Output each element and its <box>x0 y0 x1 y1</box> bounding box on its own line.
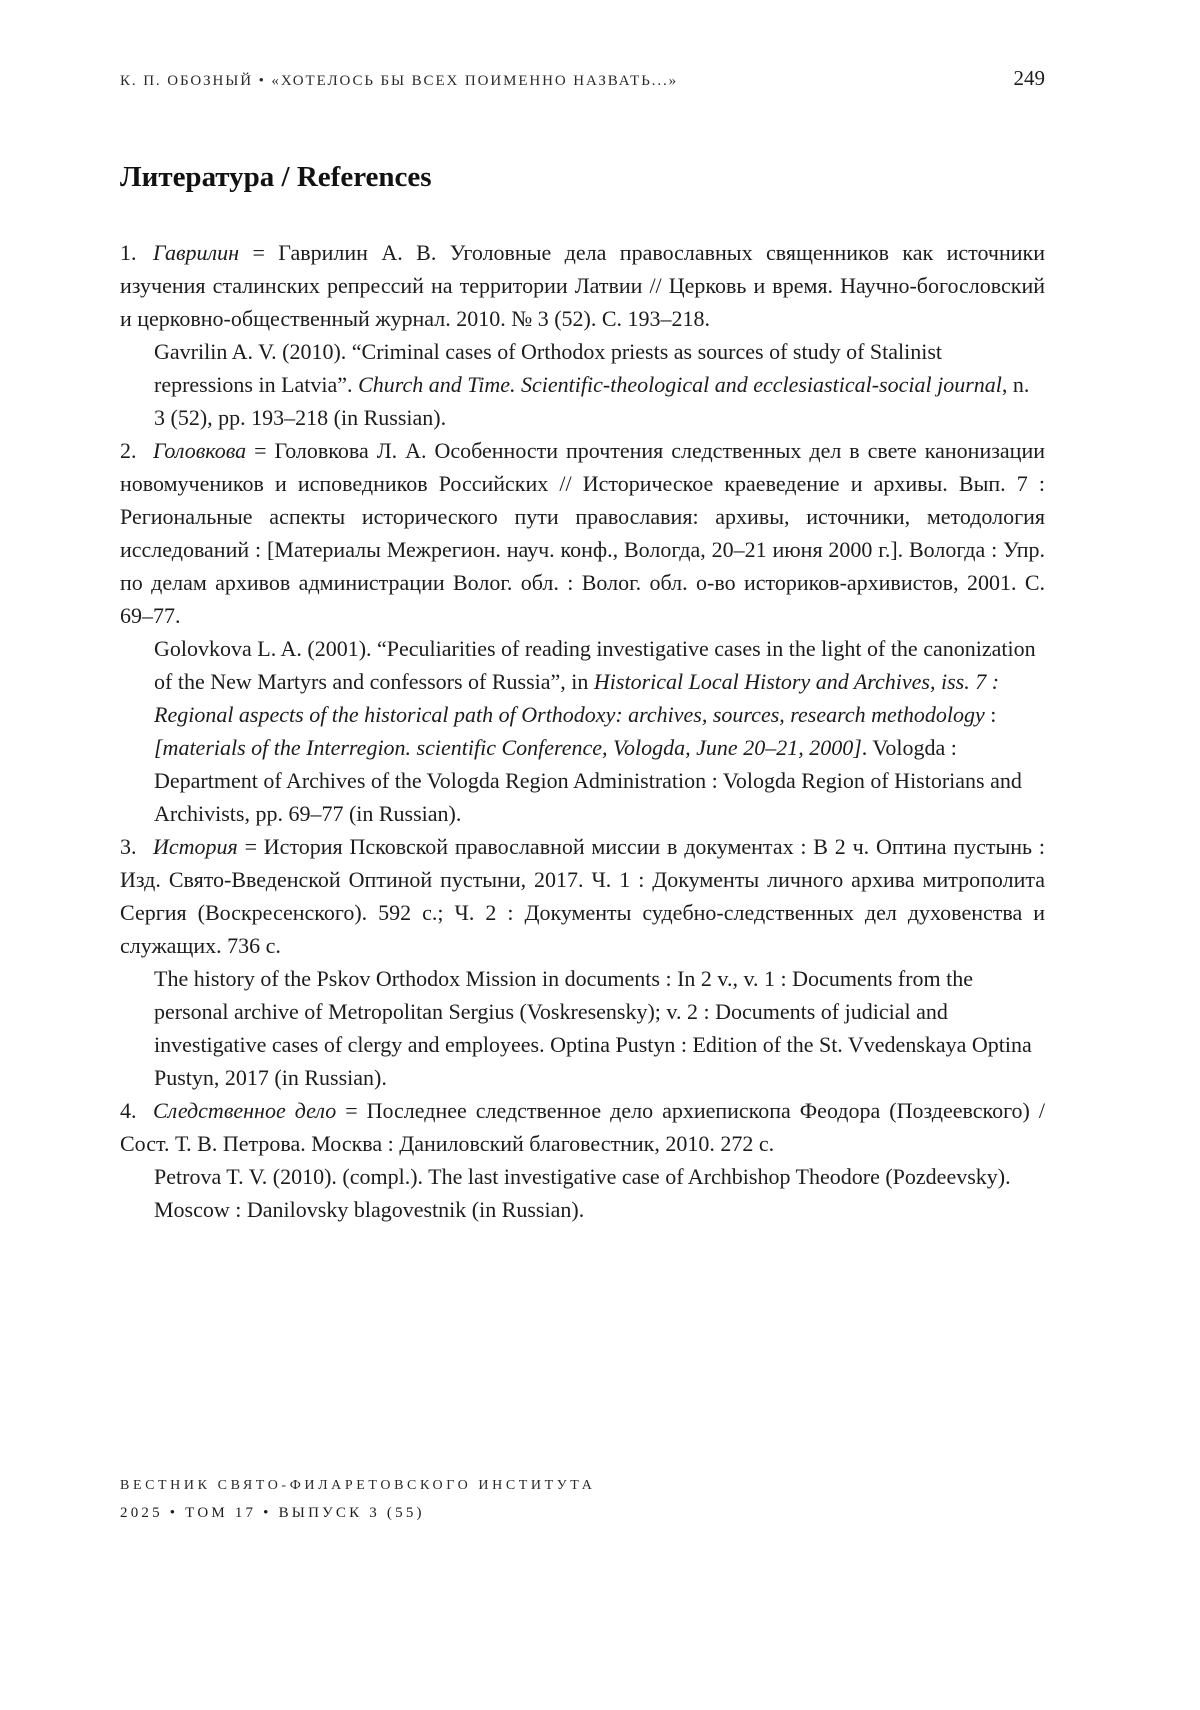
reference-text-segment: Church and Time. Scientific-theological and ecclesiastical-social journal <box>358 372 1002 397</box>
journal-name: ВЕСТНИК СВЯТО-ФИЛАРЕТОВСКОГО ИНСТИТУТА <box>120 1478 596 1493</box>
reference-translation <box>154 1160 1045 1226</box>
issue-info: 2025 • ТОМ 17 • ВЫПУСК 3 (55) <box>120 1505 425 1521</box>
reference-entry <box>120 1094 1045 1226</box>
reference-text-segment: = История Псковской православной миссии в документах : В 2 ч. Оптина пустынь : Изд. Свято-Введенской Оптиной пустыни, 2017. Ч. 1 : Документы личного архива митрополита Сергия (Воскресенского). 592 с.; Ч. 2 : Документы судебно-следственных дел духовенства и служащих. 736 с. <box>120 834 1045 958</box>
reference-text-segment: = Гаврилин А. В. Уголовные дела православных священников как источники изучения сталинских репрессий на территории Латвии // Церковь и время. Научно-богословский и церковно-общественный журнал. 2010. № 3 (52). С. 193–218. <box>120 240 1045 331</box>
reference-translation <box>154 962 1045 1094</box>
reference-russian <box>120 830 1045 962</box>
reference-text-segment: = Головкова Л. А. Особенности прочтения следственных дел в свете канонизации новомучеников и исповедников Российских // Историческое краеведение и архивы. Вып. 7 : Региональные аспекты исторического пути православия: архивы, источники, методология исследований : [Материалы Межрегион. науч. конф., Вологда, 20–21 июня 2000 г.]. Вологда : Упр. по делам архивов администрации Волог. обл. : Волог. обл. о-во историков-архивистов, 2001. С. 69–77. <box>120 438 1045 628</box>
reference-text-segment: Следственное дело <box>153 1098 337 1123</box>
reference-number: 4. <box>120 1098 137 1123</box>
reference-translation <box>154 335 1045 434</box>
section-title: Литература / References <box>120 161 432 193</box>
reference-text-segment: Gavrilin A. V. (2010). “Criminal cases of Orthodox priests as sources of study of Stalinist repressions in Latvia”. <box>154 339 943 397</box>
reference-number: 3. <box>120 834 137 859</box>
reference-text-segment: . Vologda : Department of Archives of the Vologda Region Administration : Vologda Region of Historians and Archivists, pp. 69–77 (in Russian). <box>154 735 1022 826</box>
reference-translation <box>154 632 1045 830</box>
reference-entry <box>120 236 1045 434</box>
reference-text-segment: Golovkova L. A. (2001). “Peculiarities of reading investigative cases in the light of the canonization of the New Martyrs and confessors of Russia”, in <box>154 636 1036 694</box>
reference-text-segment: The history of the Pskov Orthodox Mission in documents : In 2 v., v. 1 : Documents from the personal archive of Metropolitan Sergius (Voskresensky); v. 2 : Documents of judicial and investigative cases of clergy and employees. Optina Pustyn : Edition of the St. Vvedenskaya Optina Pustyn, 2017 (in Russian). <box>154 966 1032 1090</box>
reference-text-segment: Головкова <box>153 438 247 463</box>
reference-russian <box>120 236 1045 335</box>
page-number: 249 <box>1013 66 1045 90</box>
reference-text-segment: Petrova T. V. (2010). (compl.). The last investigative case of Archbishop Theodore (Pozdeevsky). Moscow : Danilovsky blagovestnik (in Russian). <box>154 1164 1011 1222</box>
reference-entry <box>120 830 1045 1094</box>
reference-list <box>120 236 1045 1226</box>
reference-russian <box>120 434 1045 632</box>
reference-text-segment: Historical Local History and Archives, iss. 7 : Regional aspects of the historical path of Orthodoxy: archives, sources, research methodology <box>154 669 1000 727</box>
reference-text-segment: , n. 3 (52), pp. 193–218 (in Russian). <box>154 372 1030 430</box>
reference-text-segment: Гаврилин <box>153 240 240 265</box>
page-content <box>120 0 1045 1226</box>
reference-russian <box>120 1094 1045 1160</box>
page-footer <box>120 1478 595 1522</box>
reference-number: 2. <box>120 438 137 463</box>
reference-text-segment: [materials of the Interregion. scientific Conference, Vologda, June 20–21, 2000] <box>154 735 862 760</box>
reference-text-segment: = Последнее следственное дело архиепископа Феодора (Поздеевского) / Сост. Т. В. Петрова. Москва : Даниловский благовестник, 2010. 272 с. <box>120 1098 1045 1156</box>
reference-text-segment: : <box>984 702 997 727</box>
reference-entry <box>120 434 1045 830</box>
reference-number: 1. <box>120 240 137 265</box>
reference-text-segment: История <box>153 834 238 859</box>
running-title: К. П. ОБОЗНЫЙ • «ХОТЕЛОСЬ БЫ ВСЕХ ПОИМЕННО НАЗВАТЬ...» <box>120 73 679 89</box>
running-header <box>120 0 1045 91</box>
